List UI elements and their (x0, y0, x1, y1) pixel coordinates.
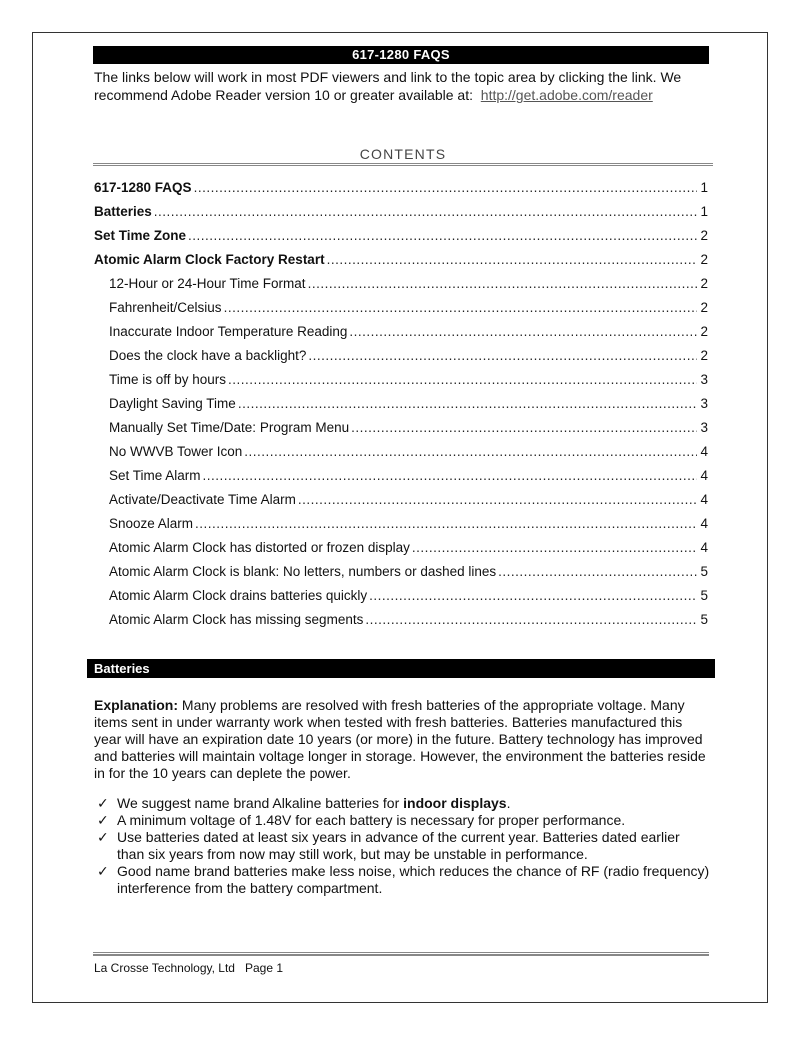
toc-entry-page: 4 (700, 468, 708, 483)
toc-entry-label: Atomic Alarm Clock drains batteries quickly (109, 588, 368, 603)
toc-leader-dots (226, 372, 697, 387)
toc-entry-label: Does the clock have a backlight? (109, 348, 307, 363)
toc-entry-page: 4 (700, 492, 708, 507)
toc-entry-page: 5 (700, 564, 708, 579)
toc-entry-label: Snooze Alarm (109, 516, 194, 531)
toc-entry-page: 2 (700, 276, 708, 291)
toc-entry[interactable] (94, 564, 708, 588)
list-item (94, 812, 710, 829)
toc-entry-page: 3 (700, 372, 708, 387)
toc-entry[interactable] (94, 588, 708, 612)
toc-entry-page: 3 (700, 420, 708, 435)
bullet-text: Use batteries dated at least six years in advance of the current year. Batteries dated earlier than six years from now may still work, but may be unstable in performance. (117, 829, 680, 862)
toc-leader-dots (201, 468, 698, 483)
toc-entry[interactable] (94, 468, 708, 492)
toc-leader-dots (296, 492, 698, 507)
toc-leader-dots (242, 444, 697, 459)
intro-text: The links below will work in most PDF viewers and link to the topic area by clicking the link. We recommend Adobe Reader version 10 or greater available at: (94, 69, 682, 103)
toc-entry-label: No WWVB Tower Icon (109, 444, 243, 459)
section-heading-batteries: Batteries (87, 659, 715, 678)
contents-divider (93, 163, 713, 166)
toc-entry[interactable] (94, 612, 708, 636)
toc-entry-page: 1 (700, 204, 708, 219)
bullet-text: We suggest name brand Alkaline batteries for (117, 795, 404, 811)
toc-entry-label: Activate/Deactivate Time Alarm (109, 492, 296, 507)
checkmark-icon: ✓ (97, 829, 109, 845)
toc-entry[interactable] (94, 324, 708, 348)
toc-entry-label: Set Time Zone (94, 228, 187, 243)
adobe-reader-link[interactable]: http://get.adobe.com/reader (480, 87, 653, 103)
page-title: 617-1280 FAQS (93, 46, 709, 64)
toc-entry-page: 4 (700, 444, 708, 459)
contents-heading: CONTENTS (359, 146, 447, 162)
toc-entry[interactable] (94, 204, 708, 228)
toc-leader-dots (186, 228, 697, 243)
toc-leader-dots (410, 540, 698, 555)
table-of-contents (94, 180, 708, 636)
toc-entry-label: Time is off by hours (109, 372, 227, 387)
bullet-bold-text: indoor displays (403, 795, 507, 811)
toc-leader-dots (363, 612, 697, 627)
toc-entry-label: 617-1280 FAQS (94, 180, 192, 195)
toc-leader-dots (306, 276, 698, 291)
toc-entry[interactable] (94, 516, 708, 540)
toc-entry-page: 3 (700, 396, 708, 411)
toc-entry-label: Batteries (94, 204, 152, 219)
toc-leader-dots (193, 516, 697, 531)
toc-leader-dots (192, 180, 698, 195)
bullet-text: A minimum voltage of 1.48V for each battery is necessary for proper performance. (117, 812, 626, 828)
toc-entry-label: Fahrenheit/Celsius (109, 300, 222, 315)
toc-entry-page: 5 (700, 588, 708, 603)
list-item (94, 795, 710, 812)
toc-entry-page: 2 (700, 252, 708, 267)
toc-entry[interactable] (94, 540, 708, 564)
toc-leader-dots (367, 588, 697, 603)
toc-entry-page: 2 (700, 324, 708, 339)
toc-leader-dots (152, 204, 698, 219)
toc-entry[interactable] (94, 396, 708, 420)
page-footer: La Crosse Technology, Ltd Page 1 (94, 961, 284, 975)
toc-leader-dots (496, 564, 697, 579)
toc-leader-dots (347, 324, 697, 339)
toc-entry-page: 2 (700, 228, 708, 243)
toc-entry-label: Inaccurate Indoor Temperature Reading (109, 324, 348, 339)
toc-entry-label: 12-Hour or 24-Hour Time Format (109, 276, 306, 291)
explanation-text: Many problems are resolved with fresh batteries of the appropriate voltage. Many items sent in under warranty work when tested with fresh batteries. Batteries manufactured this year will have an expiration date 10 years (or more) in the future. Battery technology has improved and batteries will maintain voltage longer in storage. However, the environment the batteries reside in for the 10 years can deplete the power. (94, 697, 706, 781)
toc-leader-dots (325, 252, 698, 267)
toc-entry-page: 4 (700, 516, 708, 531)
footer-divider (93, 952, 709, 956)
toc-entry-label: Atomic Alarm Clock has missing segments (109, 612, 364, 627)
toc-leader-dots (349, 420, 697, 435)
toc-entry[interactable] (94, 420, 708, 444)
list-item (94, 829, 710, 863)
toc-entry-page: 4 (700, 540, 708, 555)
toc-entry[interactable] (94, 444, 708, 468)
toc-entry[interactable] (94, 180, 708, 204)
explanation-label: Explanation: (94, 697, 179, 713)
toc-entry[interactable] (94, 252, 708, 276)
toc-entry-label: Atomic Alarm Clock Factory Restart (94, 252, 325, 267)
toc-entry[interactable] (94, 300, 708, 324)
intro-paragraph (94, 68, 714, 104)
toc-entry-label: Manually Set Time/Date: Program Menu (109, 420, 350, 435)
bullet-text-end: . (506, 795, 511, 811)
toc-entry-page: 1 (700, 180, 708, 195)
checkmark-icon: ✓ (97, 812, 109, 828)
toc-entry[interactable] (94, 228, 708, 252)
checkmark-icon: ✓ (97, 863, 109, 879)
toc-entry-page: 2 (700, 348, 708, 363)
toc-entry-label: Atomic Alarm Clock has distorted or frozen display (109, 540, 410, 555)
checkmark-icon: ✓ (97, 795, 109, 811)
toc-entry-label: Atomic Alarm Clock is blank: No letters, numbers or dashed lines (109, 564, 497, 579)
toc-entry[interactable] (94, 372, 708, 396)
toc-entry-label: Daylight Saving Time (109, 396, 236, 411)
battery-tips-list (94, 795, 710, 897)
toc-entry-label: Set Time Alarm (109, 468, 201, 483)
toc-leader-dots (236, 396, 698, 411)
toc-entry-page: 2 (700, 300, 708, 315)
toc-entry[interactable] (94, 492, 708, 516)
toc-leader-dots (306, 348, 697, 363)
list-item (94, 863, 710, 897)
toc-entry[interactable] (94, 348, 708, 372)
toc-entry-page: 5 (700, 612, 708, 627)
batteries-explanation (94, 697, 710, 782)
toc-leader-dots (222, 300, 698, 315)
toc-entry[interactable] (94, 276, 708, 300)
bullet-text: Good name brand batteries make less noise, which reduces the chance of RF (radio frequency) interference from the battery compartment. (117, 863, 710, 896)
